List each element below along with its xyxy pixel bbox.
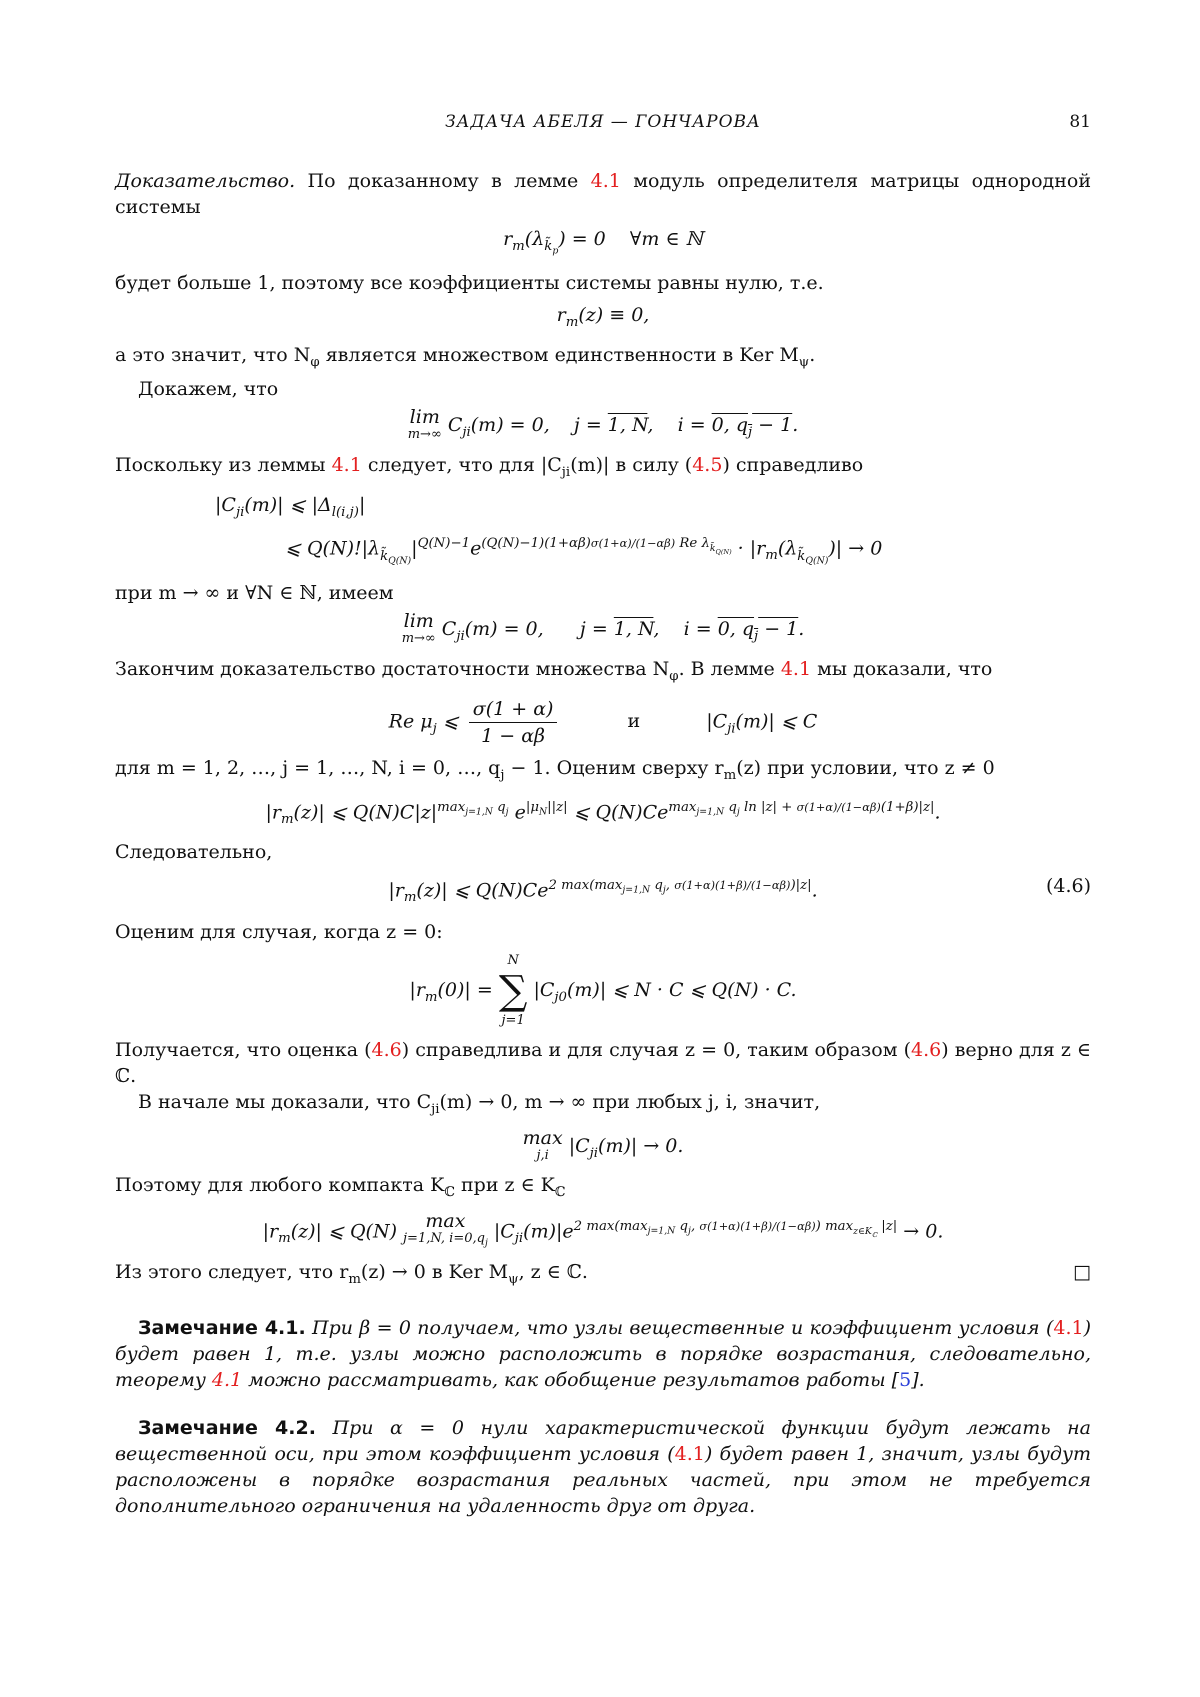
- equation-rm-estimate: $|r_m(z)|$ ⩽ $Q(N)C|z|^{max_{j=1,N} q_j}$ $e^{|\mu_N||z|}$ ⩽ $Q(N)Ce^{max_{j=1,N} q_j ln |z| + \sigma(1+\alpha)/(1-\alpha\beta)(1+\beta)|z|}$.: [265, 799, 941, 827]
- text: Получается, что оценка (: [115, 1038, 372, 1061]
- paragraph: Докажем, что: [138, 378, 279, 401]
- text: Поскольку из леммы: [115, 453, 332, 476]
- remark-label: Замечание 4.1.: [138, 1316, 306, 1339]
- equation-cji-bound-2: ⩽ $Q(N)!|\lambda_{k̃_{Q(N)}}|^{Q(N)-1}e^{(Q(N)-1)(1+\alpha\beta)\sigma(1+\alpha)/(1-\alpha\beta) Re \lambda_{k̃_{Q(N)}}} \cdot |r_m(\lambda_{k̃_{Q(N)}})| \to 0$: [285, 536, 883, 567]
- equation-compact-bound: $|r_m(z)|$ ⩽ Q(N) max j=1,N, $i=0,q_j$ $|C_{ji}(m)|e^{2 max(max_{j=1,N} q_j, \sigma(1+\alpha)(1+\beta)/(1-\alpha\beta)) max_{z\in K_ℂ} |z|} \to 0$.: [115, 1212, 1091, 1253]
- ref-link[interactable]: 4.1: [331, 453, 362, 476]
- lim-operator: lim m→∞: [407, 406, 442, 443]
- paragraph: для m = 1, 2, …, j = 1, …, N, i = 0, …, $q_j - 1$. Оценим сверху $r_m(z)$ при условии, что z ≠ 0: [115, 756, 995, 783]
- citation-link[interactable]: 5: [899, 1368, 912, 1391]
- equation-re-mu-bound: Re $\mu_j$ ⩽ $\frac{\sigma(1 + \alpha)}{1 - \alpha\beta}$ и $|C_{ji}(m)|$ ⩽ C: [388, 697, 818, 747]
- qed-symbol: □: [1073, 1260, 1091, 1283]
- paragraph: [115, 1037, 1091, 1089]
- text: модуль определителя матрицы однородной системы: [115, 170, 1091, 218]
- paragraph: Оценим для случая, когда z = 0:: [115, 920, 443, 943]
- equation-cji-bound-1: $|C_{ji}(m)|$ ⩽ $|\Delta_{l(i,j)}|$: [215, 493, 366, 520]
- ref-link[interactable]: 4.1: [674, 1442, 705, 1465]
- equation-max-cji: max j,i $|C_{ji}(m)| \to 0$.: [522, 1126, 684, 1163]
- proof-paragraph: [115, 168, 1091, 220]
- paragraph: Следовательно,: [115, 840, 273, 863]
- lim-operator: lim m→∞: [401, 610, 436, 647]
- equation-limit-cji: lim m→∞ $C_{ji}(m) = 0$, j = 1, N, i = 0, $q_j - 1$.: [407, 406, 799, 443]
- text: По доказанному в лемме: [295, 170, 591, 192]
- paragraph: [115, 452, 1091, 486]
- equation-number: (4.6): [1045, 874, 1091, 897]
- ref-link[interactable]: 4.6: [910, 1038, 942, 1061]
- text: При β = 0 получаем, что узлы вещественные и коэффициент условия (: [305, 1316, 1054, 1339]
- sum-operator: N ∑ j=1: [498, 952, 528, 1028]
- text: мы доказали, что: [811, 658, 993, 681]
- remark-4-1: [115, 1315, 1091, 1393]
- paragraph: В начале мы доказали, что $C_{ji}(m) \to 0$, m → ∞ при любых j, i, значит,: [138, 1090, 821, 1117]
- text: При α = 0 нули характеристической функции будут лежать на вещественной оси, при этом коэффициент условия (: [115, 1416, 1091, 1465]
- paragraph: при m → ∞ и ∀N ∈ ℕ, имеем: [115, 582, 394, 605]
- running-title: ЗАДАЧА АБЕЛЯ — ГОНЧАРОВА: [445, 112, 761, 132]
- equation-4-6: $|r_m(z)|$ ⩽ $Q(N)Ce^{2 max(max_{j=1,N} q_j, \sigma(1+\alpha)(1+\beta)/(1-\alpha\beta))|z|}$. (4.6): [388, 874, 1091, 905]
- ref-link[interactable]: 4.1: [780, 658, 812, 681]
- text: Закончим доказательство достаточности множества $N_\varphi$. В лемме: [115, 658, 781, 684]
- text: Из этого следует, что $r_m(z) \to 0$ в Ker $M_\psi$, z ∈ ℂ.: [115, 1260, 588, 1287]
- equation-limit-cji-2: lim m→∞ $C_{ji}(m) = 0$, j = 1, N, i = 0, $q_j - 1$.: [401, 610, 805, 647]
- remark-label: Замечание 4.2.: [138, 1416, 316, 1439]
- text: следует, что для $|C_{ji}(m)|$ в силу (: [361, 453, 693, 480]
- text: ) будет равен 1, т.е. узлы можно расположить в порядке возрастания, следовательно, теорему: [115, 1316, 1091, 1391]
- paragraph: Поэтому для любого компакта $K_ℂ$ при z ∈ $K_ℂ$: [115, 1174, 566, 1201]
- paragraph: [115, 1259, 1091, 1293]
- fraction: $\frac{\sigma(1 + \alpha)}{1 - \alpha\beta}$: [469, 696, 558, 749]
- ref-link[interactable]: 4.6: [371, 1038, 402, 1061]
- text: ) будет равен 1, значит, узлы будут расположены в порядке возрастания реальных частей, при этом не требуется дополнительного ограничения на удаленность друг от друга.: [115, 1442, 1091, 1517]
- ref-link[interactable]: 4.5: [692, 453, 723, 476]
- ref-link[interactable]: 4.1: [1053, 1316, 1084, 1339]
- text: ].: [911, 1368, 925, 1391]
- text: ) справедливо: [722, 453, 864, 476]
- equation-rm-zero: $r_m(\lambda_{k̃_p}) = 0$ ∀m ∈ ℕ: [503, 228, 703, 257]
- page-number: 81: [1069, 112, 1091, 132]
- page-body: [115, 168, 1091, 1519]
- equation-rm-zero-sum: $|r_m(0)|$ = N ∑ j=1 $|C_{j0}(m)|$ ⩽ N · C ⩽ Q(N) · C.: [115, 951, 1091, 1031]
- and-word: и: [627, 710, 641, 733]
- text: можно рассматривать, как обобщение результатов работы [: [242, 1368, 900, 1391]
- running-header: [115, 112, 1091, 138]
- paragraph: будет больше 1, поэтому все коэффициенты системы равны нулю, т.е.: [115, 272, 824, 295]
- ref-link[interactable]: 4.1: [590, 170, 621, 192]
- remark-4-2: [115, 1415, 1091, 1519]
- proof-label: Доказательство.: [115, 170, 296, 192]
- text: ) справедлива и для случая z = 0, таким образом (: [401, 1038, 911, 1061]
- max-operator: max j,i: [522, 1126, 563, 1163]
- text: ) верно для z ∈ ℂ.: [115, 1038, 1091, 1087]
- ref-link[interactable]: 4.1: [211, 1368, 243, 1391]
- max-operator: max j=1,N, $i=0,q_j$: [403, 1210, 488, 1249]
- paragraph: а это значит, что $N_\varphi$ является множеством единственности в Ker $M_\psi$.: [115, 344, 816, 371]
- paragraph: [115, 656, 1091, 690]
- equation-rm-identity: $r_m(z) \equiv 0$,: [556, 304, 650, 331]
